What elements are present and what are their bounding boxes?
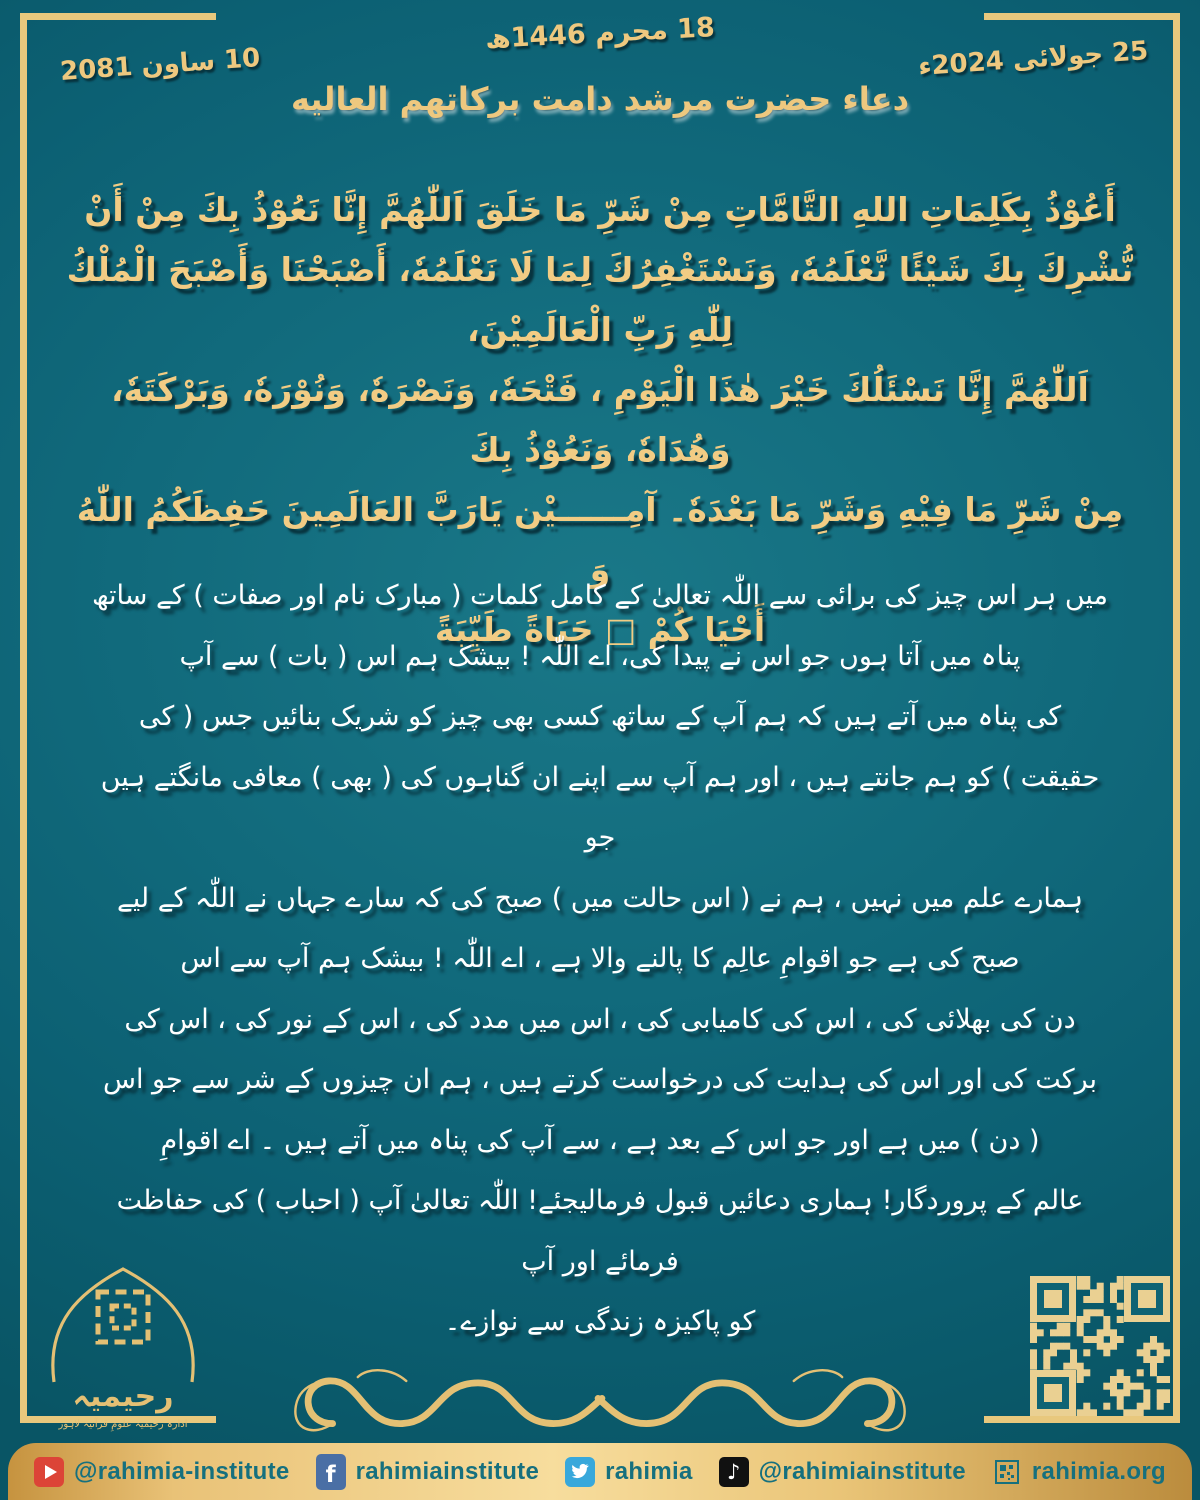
urdu-line: کو پاکیزہ زندگی سے نوازے۔ — [444, 1306, 756, 1337]
social-twitter-handle: rahimia — [605, 1457, 693, 1485]
facebook-icon: f — [316, 1454, 346, 1490]
frame-bottom-right — [984, 1416, 1180, 1423]
social-youtube-handle: @rahimia-institute — [74, 1457, 290, 1485]
urdu-line: ہمارے علم میں نہیں ، ہم نے ( اس حالت میں ) صبح کی کہ سارے جہاں نے اللّٰہ کے لیے — [116, 882, 1084, 914]
page-title: دعاء حضرت مرشد دامت برکاتهم العالیه — [290, 80, 910, 118]
qr-icon — [992, 1457, 1022, 1487]
social-youtube[interactable] — [34, 1457, 290, 1487]
urdu-line: میں ہر اس چیز کی برائی سے اللّٰہ تعالیٰ کے کامل کلمات ( مبارک نام اور صفات ) کے ساتھ — [91, 580, 1109, 611]
urdu-translation-text — [88, 566, 1112, 1353]
social-website[interactable] — [992, 1457, 1166, 1487]
logo-name: رحیمیہ — [72, 1379, 174, 1414]
youtube-icon — [34, 1457, 64, 1487]
social-website-url: rahimia.org — [1031, 1457, 1166, 1485]
social-facebook-handle: rahimiainstitute — [355, 1457, 540, 1485]
date-bikrami: 10 ساون 2081 — [59, 43, 262, 87]
arabic-line: أَحْيَا كُمْ □ حَيَاةً طَيِّبَةً — [434, 610, 766, 649]
arabic-line: مِنْ شَرِّ مَا فِيْهِ وَشَرِّ مَا بَعْدَهٗ۔ آمِــــــيْن يَارَبَّ العَالَمِينَ حَفِظَكُمُ اللّٰهُ وَ — [76, 490, 1124, 589]
arabic-line: أَعُوْذُ بِكَلِمَاتِ اللهِ التَّامَّاتِ مِنْ شَرِّ مَا خَلَقَ اَللّٰهُمَّ إِنَّا نَعُوْذُ بِكَ مِنْ أَنْ — [84, 190, 1116, 229]
frame-top-left — [20, 13, 216, 20]
logo-arch — [53, 1269, 193, 1382]
arabic-line: اَللّٰهُمَّ إِنَّا نَسْئَلُكَ خَيْرَ هٰذَا الْيَوْمِ ، فَتْحَهٗ، وَنَصْرَهٗ، وَنُوْرَهٗ، وَبَرْكَتَهٗ، وَهُدَاهٗ، وَنَعُوْذُ بِكَ — [111, 370, 1089, 469]
social-twitter[interactable] — [565, 1457, 692, 1487]
logo-kufic-pattern — [98, 1292, 148, 1342]
urdu-line: عالم کے پروردگار! ہماری دعائیں قبول فرمالیجئے! اللّٰہ تعالیٰ آپ ( احباب ) کی حفاظت فرمائے اور آپ — [116, 1185, 1084, 1277]
rahimia-logo — [38, 1256, 208, 1440]
footer-social-bar — [8, 1443, 1192, 1500]
urdu-line: صبح کی ہے جو اقوامِ عالِم کا پالنے والا ہے ، اے اللّٰہ ! بیشک ہم آپ سے اس — [180, 943, 1020, 974]
date-hijri: 18 محرم 1446ھ — [484, 12, 716, 55]
social-facebook[interactable] — [316, 1454, 540, 1490]
frame-left — [20, 13, 27, 1423]
urdu-line: دن کی بھلائی کی ، اس کی کامیابی کی ، اس میں مدد کی ، اس کے نور کی ، اس کی — [124, 1003, 1076, 1035]
social-tiktok[interactable] — [719, 1457, 966, 1487]
urdu-line: ( دن ) میں ہے اور جو اس کے بعد ہے ، سے آپ کی پناہ میں آتے ہیں ۔ اے اقوامِ — [160, 1124, 1040, 1156]
urdu-line: برکت کی اور اس کی ہدایت کی درخواست کرتے ہیں ، ہم ان چیزوں کے شر سے جو اس — [102, 1064, 1098, 1095]
urdu-line: پناہ میں آتا ہوں جو اس نے پیدا کی، اے اللّٰہ ! بیشک ہم اس ( بات ) سے آپ — [179, 640, 1021, 672]
arabic-line: نُّشْرِكَ بِكَ شَيْئًا نَّعْلَمُهٗ، وَنَسْتَغْفِرُكَ لِمَا لَا نَعْلَمُهٗ، أَصْبَحْنَا وَأَصْبَحَ الْمُلْكُ لِلّٰهِ رَبِّ الْعَالَمِيْنَ، — [66, 250, 1134, 349]
tiktok-icon: ♪ — [719, 1457, 749, 1487]
urdu-line: کی پناہ میں آتے ہیں کہ ہم آپ کے ساتھ کسی بھی چیز کو شریک بنائیں جس ( کی — [138, 701, 1062, 732]
urdu-line: حقیقت ) کو ہم جانتے ہیں ، اور ہم آپ سے اپنے ان گناہوں کی ( بھی ) معافی مانگتے ہیں جو — [100, 761, 1100, 853]
flourish-ornament — [290, 1344, 910, 1445]
date-gregorian: 25 جولائی 2024ء — [916, 35, 1149, 83]
frame-right — [1173, 13, 1180, 1423]
logo-caption: ادارہ رحیمیہ علومِ قرآنیہ لاہور — [58, 1419, 188, 1430]
twitter-icon — [565, 1457, 595, 1487]
social-tiktok-handle: @rahimiainstitute — [758, 1457, 966, 1485]
qr-code — [1030, 1276, 1170, 1416]
